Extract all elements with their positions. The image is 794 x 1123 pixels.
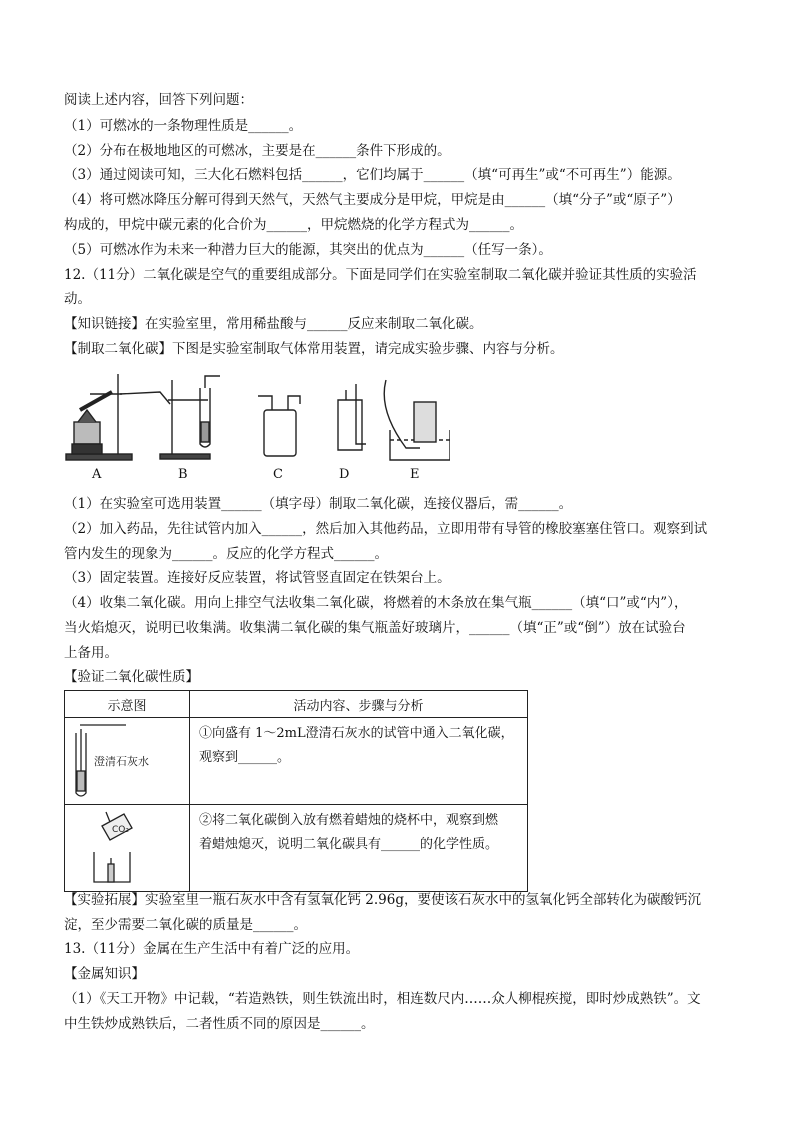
- intro-line: 阅读上述内容，回答下列问题：: [64, 92, 253, 108]
- test-tube-diagram: [66, 719, 186, 799]
- apparatus-a: [66, 374, 170, 460]
- knowledge-link: 【知识链接】在实验室里，常用稀盐酸与______反应来制取二氧化碳。: [64, 316, 483, 332]
- apparatus-label-a: A: [92, 467, 102, 482]
- activity-cell-2: [190, 805, 528, 892]
- activity-2-line2: 着蜡烛熄灭，说明二氧化碳具有______的化学性质。: [199, 837, 499, 852]
- question-11-4: （4）将可燃冰降压分解可得到天然气，天然气主要成分是甲烷，甲烷是由______（填“分子”或“原子”）: [64, 192, 681, 208]
- table-row: [65, 718, 528, 805]
- lab-apparatus-figure: [60, 370, 450, 480]
- table-header-row: [65, 691, 528, 718]
- apparatus-d: [338, 384, 366, 450]
- question-13-1-cont: 中生铁炒成熟铁后，二者性质不同的原因是______。: [64, 1016, 375, 1032]
- activity-1-line2: 观察到______。: [199, 750, 291, 765]
- question-11-2: （2）分布在极地地区的可燃冰，主要是在______条件下形成的。: [64, 143, 451, 159]
- question-11-3: （3）通过阅读可知，三大化石燃料包括______，它们均属于______（填“可再生”或“不可再生”）能源。: [64, 167, 681, 183]
- question-13-1: （1）《天工开物》中记载，“若造熟铁，则生铁流出时，相连数尺内……众人柳棍疾搅，即时炒成熟铁”。文: [64, 991, 701, 1007]
- question-13-header: 13.（11分）金属在生产生活中有着广泛的应用。: [64, 941, 360, 957]
- activity-2-line1: ②将二氧化碳倒入放有燃着蜡烛的烧杯中，观察到燃: [199, 813, 499, 828]
- step-4-cont: 当火焰熄灭，说明已收集满。收集满二氧化碳的集气瓶盖好玻璃片，______（填“正”或“倒”）放在试验台: [64, 620, 686, 636]
- activity-1-line1: ①向盛有 1～2mL澄清石灰水的试管中通入二氧化碳，: [199, 726, 514, 741]
- table-row: [65, 805, 528, 892]
- apparatus-label-e: E: [410, 467, 420, 482]
- step-2: （2）加入药品，先往试管内加入______，然后加入其他药品，立即用带有导管的橡胶塞塞住管口。观察到试: [64, 521, 708, 537]
- prepare-co2-heading: 【制取二氧化碳】下图是实验室制取气体常用装置，请完成实验步骤、内容与分析。: [64, 341, 564, 357]
- beaker-diagram-cell: [65, 805, 190, 892]
- question-11-5: （5）可燃冰作为未来一种潜力巨大的能源，其突出的优点为______（任写一条）。: [64, 242, 552, 258]
- limewater-label: 澄清石灰水: [94, 755, 149, 768]
- step-4: （4）收集二氧化碳。用向上排空气法收集二氧化碳，将燃着的木条放在集气瓶______（填“口”或“内”），: [64, 595, 688, 611]
- extension-heading: 【实验拓展】实验室里一瓶石灰水中含有氢氧化钙 2.96g，要使该石灰水中的氢氧化钙全部转化为碳酸钙沉: [64, 892, 701, 908]
- question-11-4-cont: 构成的，甲烷中碳元素的化合价为______，甲烷燃烧的化学方程式为______。: [64, 217, 523, 233]
- apparatus-label-b: B: [178, 467, 188, 482]
- question-12-header-cont: 动。: [64, 291, 91, 307]
- apparatus-label-d: D: [339, 467, 350, 482]
- apparatus-label-c: C: [273, 467, 283, 482]
- activity-table: [64, 690, 528, 892]
- step-1: （1）在实验室可选用装置______（填字母）制取二氧化碳，连接仪器后，需______。: [64, 496, 573, 512]
- beaker-candle-diagram: [66, 806, 186, 886]
- table-header-activity: 活动内容、步骤与分析: [190, 691, 528, 718]
- step-2-cont: 管内发生的现象为______。反应的化学方程式______。: [64, 546, 388, 562]
- step-4-cont2: 上备用。: [64, 645, 118, 661]
- extension-cont: 淀，至少需要二氧化碳的质量是______。: [64, 917, 307, 933]
- apparatus-b: [160, 376, 220, 459]
- apparatus-e: [384, 380, 450, 460]
- co2-bottle-label: CO₂: [112, 825, 129, 835]
- table-header-diagram: 示意图: [65, 691, 190, 718]
- apparatus-c: [258, 396, 300, 456]
- question-11-1: （1）可燃冰的一条物理性质是______。: [64, 118, 303, 134]
- test-tube-diagram-cell: [65, 718, 190, 805]
- step-3: （3）固定装置。连接好反应装置，将试管竖直固定在铁架台上。: [64, 570, 451, 586]
- metal-knowledge-heading: 【金属知识】: [64, 966, 145, 982]
- question-12-header: 12.（11分）二氧化碳是空气的重要组成部分。下面是同学们在实验室制取二氧化碳并验证其性质的实验活: [64, 267, 697, 283]
- activity-cell-1: [190, 718, 528, 805]
- verify-co2-heading: 【验证二氧化碳性质】: [64, 669, 199, 685]
